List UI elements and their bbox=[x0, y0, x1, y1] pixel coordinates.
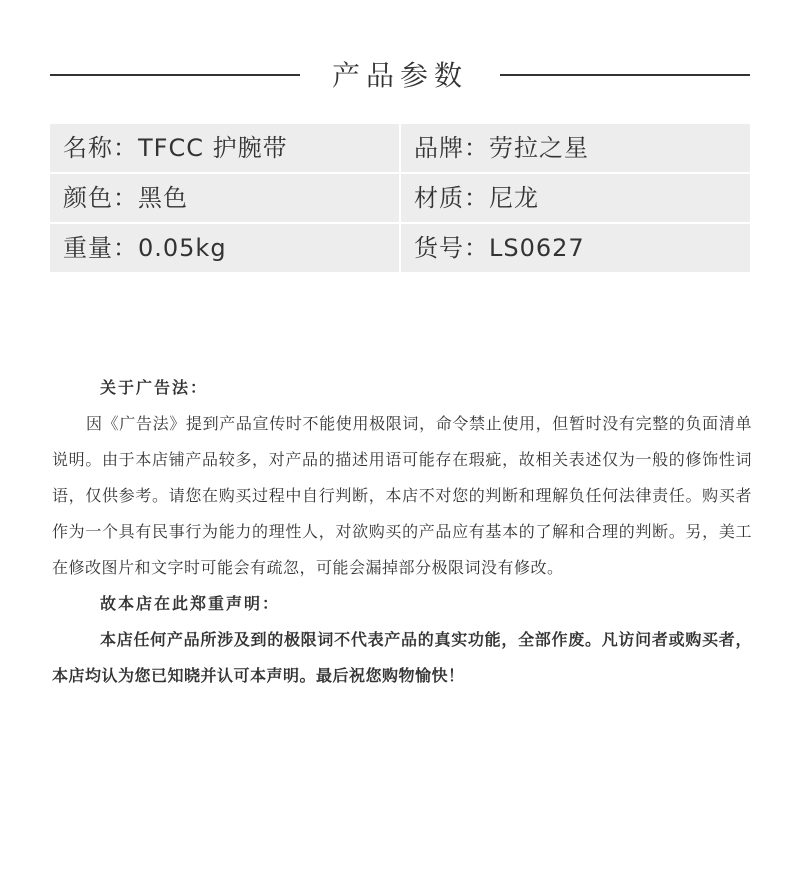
section-title-row bbox=[50, 52, 750, 98]
notice-body: 因《广告法》提到产品宣传时不能使用极限词，命令禁止使用，但暂时没有完整的负面清单说明。由于本店铺产品较多，对产品的描述用语可能存在瑕疵，故相关表述仅为一般的修饰性词语，仅供参考。请您在购买过程中自行判断，本店不对您的判断和理解负任何法律责任。购买者作为一个具有民事行为能力的理性人，对欲购买的产品应有基本的了解和合理的判断。另，美工在修改图片和文字时可能会有疏忽，可能会漏掉部分极限词没有修改。 bbox=[52, 414, 752, 577]
section-title: 产品参数 bbox=[331, 59, 468, 92]
spec-cell-item-number: 货号：LS0627 bbox=[401, 224, 750, 272]
title-divider-right bbox=[500, 74, 750, 76]
spec-table bbox=[50, 124, 750, 274]
notice-heading: 关于广告法： bbox=[100, 378, 209, 397]
spec-row bbox=[50, 124, 750, 172]
declaration-heading: 故本店在此郑重声明： bbox=[100, 594, 281, 613]
spec-cell-color: 颜色：黑色 bbox=[50, 174, 399, 222]
declaration-text: 本店任何产品所涉及到的极限词不代表产品的真实功能，全部作废。凡访问者或购买者，本店均认为您已知晓并认可本声明。最后祝您购物愉快！ bbox=[52, 630, 752, 685]
title-divider-left bbox=[50, 74, 300, 76]
spec-row bbox=[50, 224, 750, 272]
spec-cell-name: 名称：TFCC 护腕带 bbox=[50, 124, 399, 172]
spec-cell-material: 材质：尼龙 bbox=[401, 174, 750, 222]
spec-cell-brand: 品牌：劳拉之星 bbox=[401, 124, 750, 172]
ad-law-notice bbox=[52, 370, 752, 694]
spec-row bbox=[50, 174, 750, 222]
spec-cell-weight: 重量：0.05kg bbox=[50, 224, 399, 272]
